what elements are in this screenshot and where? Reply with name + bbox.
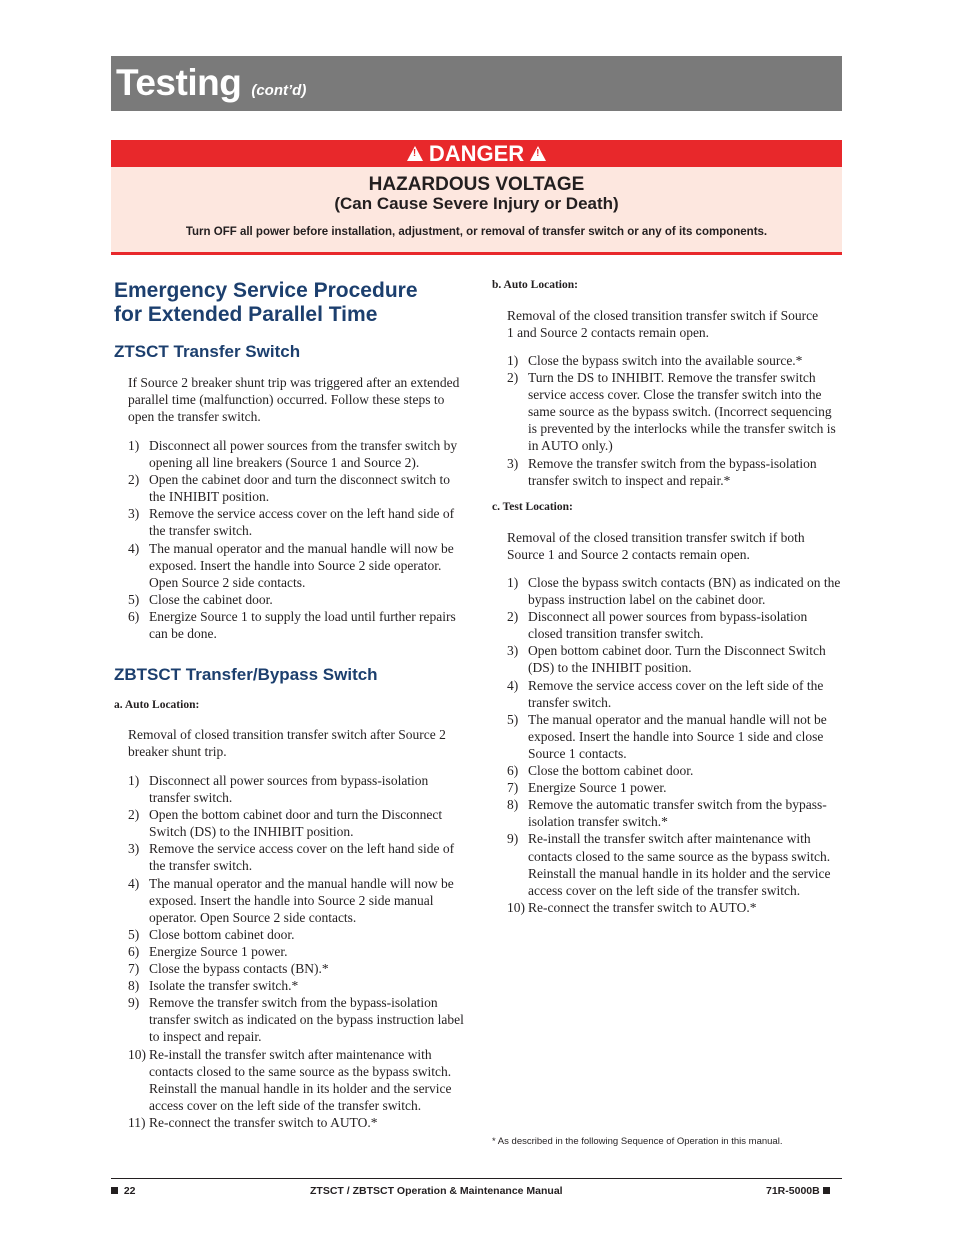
warning-triangle-icon: [530, 146, 546, 161]
list-item: [507, 369, 843, 454]
list-item: [128, 840, 465, 874]
step-text: Disconnect all power sources from bypass-isolation transfer switch.: [149, 773, 429, 806]
test-location-label: c. Test Location:: [492, 501, 573, 513]
list-item: [507, 779, 843, 796]
step-number: 11): [128, 1114, 146, 1130]
step-text: Remove the automatic transfer switch from the bypass-isolation transfer switch.*: [528, 797, 827, 830]
step-number: 6): [128, 943, 140, 959]
step-text: Remove the transfer switch from the bypass-isolation transfer switch as indicated on the bypass instruction label to inspect and repair.: [149, 995, 464, 1045]
page-number-text: 22: [123, 1185, 136, 1197]
ztsct-heading: ZTSCT Transfer Switch: [114, 342, 301, 361]
step-number: 3): [507, 455, 519, 471]
list-item: [128, 608, 465, 642]
list-item: [507, 762, 843, 779]
document-code-text: 71R-5000B: [766, 1185, 820, 1197]
step-number: 8): [128, 978, 140, 994]
manual-title: ZTSCT / ZBTSCT Operation & Maintenance Manual: [310, 1185, 563, 1197]
step-text: Isolate the transfer switch.*: [149, 978, 299, 994]
step-text: Close the cabinet door.: [149, 591, 273, 607]
auto-location-b-steps: [507, 352, 843, 489]
zbtsct-heading: ZBTSCT Transfer/Bypass Switch: [114, 665, 378, 684]
step-number: 9): [507, 831, 519, 847]
list-item: [507, 574, 843, 608]
step-number: 2): [507, 370, 519, 386]
step-text: Remove the service access cover on the left hand side of the transfer switch.: [149, 506, 455, 539]
step-text: Turn the DS to INHIBIT. Remove the transfer switch service access cover. Close the transfer switch into the same source as the bypass switch. (Incorrect sequencing is prevented by the interlocks while the transfer switch is in AUTO only.): [528, 370, 836, 454]
step-number: 4): [128, 875, 140, 891]
list-item: [128, 591, 465, 608]
step-text: Close the bypass switch contacts (BN) as indicated on the bypass instruction label on the cabinet door.: [528, 575, 841, 608]
hazard-title: HAZARDOUS VOLTAGE: [368, 174, 585, 195]
list-item: [128, 772, 465, 806]
step-number: 5): [507, 711, 519, 727]
step-text: Energize Source 1 power.: [528, 780, 667, 796]
square-bullet-icon: [823, 1187, 830, 1194]
list-item: [128, 1114, 465, 1131]
section-heading: [114, 279, 418, 327]
step-text: Re-install the transfer switch after maintenance with contacts closed to the same source as the bypass switch. Reinstall the manual handle in its holder and the service access cover on the left side of the transfer switch.: [528, 831, 831, 898]
step-number: 4): [128, 540, 140, 556]
footer-divider: [111, 1178, 842, 1179]
step-number: 10): [507, 899, 525, 915]
step-text: Re-install the transfer switch after maintenance with contacts closed to the same source as the bypass switch. Reinstall the manual handle in its holder and the service access cover on the left side of the transfer switch.: [149, 1046, 452, 1113]
step-text: Re-connect the transfer switch to AUTO.*: [149, 1114, 378, 1130]
step-number: 2): [128, 807, 140, 823]
page-title: [116, 62, 306, 104]
ztsct-steps-list: [128, 437, 465, 642]
step-number: 6): [128, 608, 140, 624]
step-text: Remove the service access cover on the left side of the transfer switch.: [528, 677, 824, 710]
list-item: [507, 455, 843, 489]
danger-label: DANGER: [428, 141, 525, 166]
warning-triangle-icon: [407, 146, 423, 161]
list-item: [128, 943, 465, 960]
step-number: 5): [128, 926, 140, 942]
document-code: [766, 1185, 830, 1197]
ztsct-intro: If Source 2 breaker shunt trip was triggered after an extended parallel time (malfunction) occurred. Follow these steps to open the transfer switch.: [128, 375, 460, 425]
step-number: 1): [507, 575, 519, 590]
step-text: Open the cabinet door and turn the disconnect switch to the INHIBIT position.: [149, 472, 451, 505]
step-text: Close bottom cabinet door.: [149, 926, 295, 942]
list-item: [128, 540, 465, 591]
step-number: 1): [128, 438, 140, 453]
step-number: 6): [507, 763, 519, 779]
list-item: [128, 977, 465, 994]
step-number: 4): [507, 677, 519, 693]
section-heading-line: Emergency Service Procedure: [114, 279, 418, 302]
step-number: 2): [128, 472, 140, 488]
step-number: 8): [507, 797, 519, 813]
auto-location-b-label: b. Auto Location:: [492, 279, 578, 291]
step-number: 2): [507, 609, 519, 625]
step-text: Close the bypass contacts (BN).*: [149, 961, 329, 977]
step-number: 1): [507, 353, 519, 368]
list-item: [128, 437, 465, 471]
test-location-steps: [507, 574, 843, 916]
step-text: Remove the service access cover on the left hand side of the transfer switch.: [149, 841, 455, 874]
step-number: 3): [128, 506, 140, 522]
step-text: Close the bypass switch into the available source.*: [528, 353, 803, 368]
square-bullet-icon: [111, 1187, 118, 1194]
auto-location-b-intro: Removal of the closed transition transfer switch if Source 1 and Source 2 contacts remain open.: [507, 308, 819, 341]
step-text: Remove the transfer switch from the bypass-isolation transfer switch to inspect and repair.*: [528, 455, 817, 488]
step-text: Re-connect the transfer switch to AUTO.*: [528, 899, 757, 915]
step-number: 1): [128, 773, 140, 788]
footnote: * As described in the following Sequence of Operation in this manual.: [492, 1136, 783, 1147]
list-item: [128, 806, 465, 840]
step-number: 7): [128, 961, 140, 977]
list-item: [507, 677, 843, 711]
list-item: [507, 642, 843, 676]
step-text: Close the bottom cabinet door.: [528, 763, 694, 779]
step-text: Disconnect all power sources from bypass-isolation closed transition transfer switch.: [528, 609, 808, 642]
list-item: [128, 960, 465, 977]
auto-location-steps: [128, 772, 465, 1131]
list-item: [128, 505, 465, 539]
page-number: [111, 1185, 136, 1197]
list-item: [507, 608, 843, 642]
step-text: The manual operator and the manual handle will not be exposed. Insert the handle into Source 1 side and close Source 1 contacts.: [528, 711, 827, 761]
step-text: Open bottom cabinet door. Turn the Disconnect Switch (DS) to the INHIBIT position.: [528, 643, 826, 676]
step-number: 7): [507, 780, 519, 796]
list-item: [128, 471, 465, 505]
step-text: Energize Source 1 power.: [149, 943, 288, 959]
step-text: The manual operator and the manual handle will now be exposed. Insert the handle into Source 2 side operator. Open Source 2 side contacts.: [149, 540, 454, 590]
step-number: 3): [507, 643, 519, 659]
danger-notice: [111, 140, 842, 255]
list-item: [507, 899, 843, 916]
step-text: Open the bottom cabinet door and turn the Disconnect Switch (DS) to the INHIBIT position.: [149, 807, 443, 840]
list-item: [507, 830, 843, 898]
section-heading-line: for Extended Parallel Time: [114, 303, 378, 326]
list-item: [507, 711, 843, 762]
step-number: 10): [128, 1046, 146, 1062]
danger-bar: [111, 140, 842, 167]
list-item: [507, 352, 843, 369]
list-item: [128, 994, 465, 1045]
page-header: [111, 56, 842, 111]
step-number: 3): [128, 841, 140, 857]
step-text: Disconnect all power sources from the transfer switch by opening all line breakers (Source 1 and Source 2).: [149, 438, 458, 471]
hazard-subtitle: (Can Cause Severe Injury or Death): [334, 194, 619, 213]
list-item: [128, 1046, 465, 1114]
step-number: 5): [128, 591, 140, 607]
step-number: 9): [128, 995, 140, 1011]
auto-location-label: a. Auto Location:: [114, 699, 200, 711]
list-item: [507, 796, 843, 830]
title-text: Testing: [116, 62, 242, 103]
step-text: The manual operator and the manual handle will now be exposed. Insert the handle into Source 2 side manual operator. Open Source 2 side contacts.: [149, 875, 454, 925]
step-text: Energize Source 1 to supply the load until further repairs can be done.: [149, 608, 456, 642]
list-item: [128, 926, 465, 943]
title-subtitle: (cont’d): [251, 82, 307, 99]
auto-location-intro: Removal of closed transition transfer switch after Source 2 breaker shunt trip.: [128, 727, 446, 760]
list-item: [128, 875, 465, 926]
test-location-intro: Removal of the closed transition transfer switch if both Source 1 and Source 2 contacts remain open.: [507, 530, 805, 563]
hazard-note: Turn OFF all power before installation, adjustment, or removal of transfer switch or any of its components.: [185, 226, 768, 238]
